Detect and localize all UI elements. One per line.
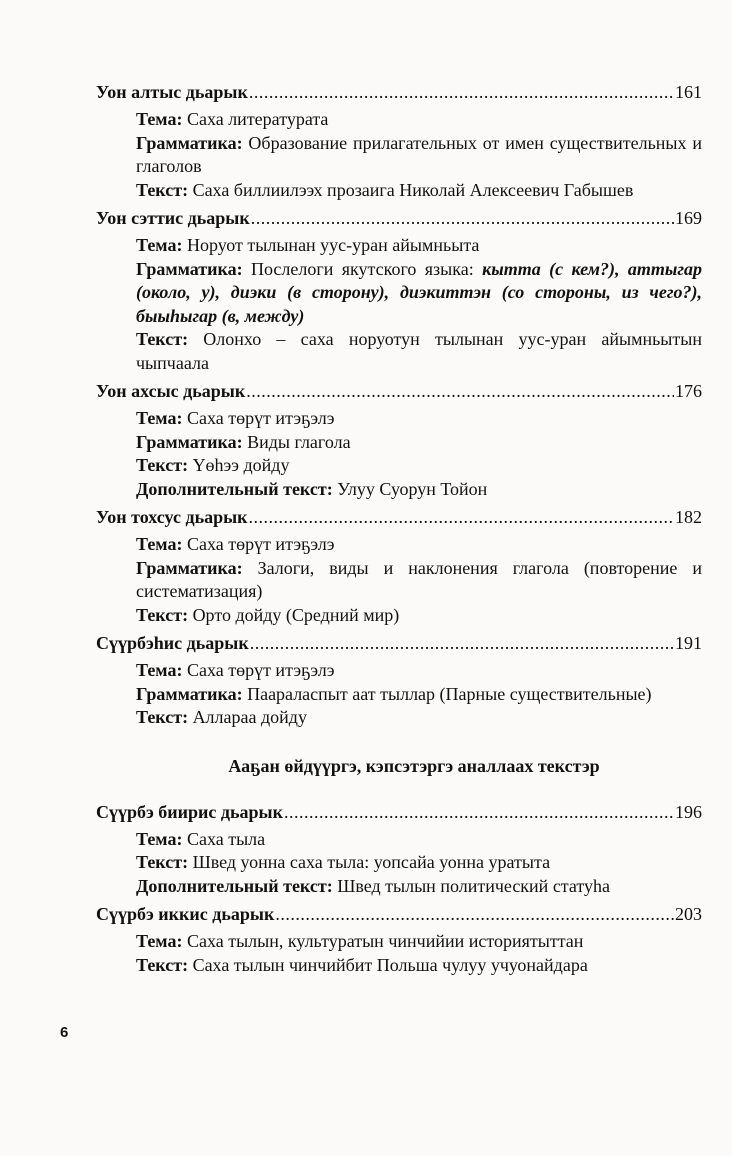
- toc-entry-heading: [96, 80, 702, 104]
- grammar-line: [136, 258, 702, 329]
- line-text: Саха тылын чинчийбит Польша чулуу учуонайдара: [188, 954, 588, 975]
- dot-leader: [275, 902, 674, 926]
- line-label: Текст:: [136, 179, 189, 200]
- line-text: Орто дойду (Средний мир): [188, 604, 400, 625]
- line-label: Грамматика:: [136, 557, 243, 578]
- toc-entry-heading: [96, 800, 702, 824]
- line-label: Грамматика:: [136, 431, 243, 452]
- line-text: Образование прилагательных от имен существительных и глаголов: [136, 132, 702, 176]
- line-text: Саха төрүт итэҕэлэ: [182, 660, 335, 680]
- line-text: Аллараа дойду: [188, 707, 307, 727]
- toc-entry: [96, 80, 702, 202]
- topic-line: [136, 234, 702, 258]
- line-label: Дополнительный текст:: [136, 478, 333, 499]
- lesson-title: Сүүрбэ биирис дьарык: [96, 801, 283, 822]
- page-ref: 161: [675, 82, 702, 102]
- postpositions-list: кытта (с кем?), аттыгар (около, у), диэки (в сторону), диэкиттэн (со стороны, из чего?), быыhыгар (в, между): [136, 258, 702, 326]
- line-label: Текст:: [136, 954, 189, 975]
- line-text: Саха биллиилээх прозаига Николай Алексеевич Габышев: [188, 179, 634, 200]
- toc-entry-details: [96, 407, 702, 501]
- line-label: Тема:: [136, 408, 183, 428]
- line-text: Паараласпыт аат тыллар (Парные существительные): [242, 683, 652, 704]
- line-label: Текст:: [136, 329, 189, 349]
- line-label: Тема:: [136, 660, 183, 680]
- toc-entry: [96, 379, 702, 501]
- toc-entry-heading: [96, 902, 702, 926]
- line-text: Швед уонна саха тыла: уопсайа уонна уратыта: [188, 852, 551, 872]
- toc-entry-heading: [96, 631, 702, 655]
- dot-leader: [249, 80, 674, 104]
- line-label: Тема:: [136, 235, 183, 255]
- lesson-title: Уон сэттис дьарык: [96, 208, 250, 228]
- dot-leader: [250, 631, 674, 655]
- grammar-line: [136, 683, 702, 707]
- page-ref: 196: [675, 801, 702, 822]
- line-label: Дополнительный текст:: [136, 875, 333, 896]
- toc-entry-details: [96, 108, 702, 202]
- toc-entry-heading: [96, 206, 702, 230]
- toc-entry: [96, 800, 702, 899]
- grammar-line: [136, 431, 702, 455]
- toc-entry: [96, 505, 702, 627]
- line-label: Грамматика:: [136, 258, 243, 279]
- line-text: Послелоги якутского языка:: [242, 258, 483, 279]
- line-label: Текст:: [136, 707, 189, 727]
- extra-text-line: [136, 875, 702, 899]
- lesson-title: Уон алтыс дьарык: [96, 82, 248, 102]
- topic-line: [136, 533, 702, 557]
- grammar-line: [136, 132, 702, 179]
- toc-entry-details: [96, 533, 702, 627]
- line-label: Текст:: [136, 604, 189, 625]
- line-text: Виды глагола: [242, 431, 351, 452]
- grammar-line: [136, 557, 702, 604]
- topic-line: [136, 828, 702, 852]
- line-label: Текст:: [136, 455, 189, 475]
- toc-entry-details: [96, 828, 702, 899]
- line-label: Тема:: [136, 534, 183, 554]
- line-label: Тема:: [136, 109, 183, 129]
- page-ref: 191: [675, 633, 702, 653]
- line-label: Грамматика:: [136, 132, 243, 153]
- line-text: Саха тылын, культуратын чинчийии историятыттан: [182, 931, 584, 951]
- line-label: Тема:: [136, 828, 183, 849]
- line-text: Улуу Суорун Тойон: [332, 478, 488, 499]
- toc-entry: [96, 902, 702, 977]
- text-line: [136, 604, 702, 628]
- toc-entry-details: [96, 659, 702, 730]
- page-ref: 203: [675, 904, 702, 924]
- line-text: Олонхо – саха норуотун тылынан уус-уран айымньытын чыпчаала: [136, 329, 702, 373]
- line-label: Грамматика:: [136, 683, 243, 704]
- extra-text-line: [136, 478, 702, 502]
- line-text: Залоги, виды и наклонения глагола (повторение и систематизация): [136, 557, 702, 601]
- toc-entry-heading: [96, 379, 702, 403]
- toc-entry-details: [96, 234, 702, 375]
- line-text: Саха төрүт итэҕэлэ: [182, 408, 335, 428]
- toc-entry: [96, 631, 702, 730]
- lesson-title: Уон ахсыс дьарык: [96, 381, 246, 401]
- section-heading: Ааҕан өйдүүргэ, кэпсэтэргэ аналлаах текстэр: [228, 755, 600, 776]
- topic-line: [136, 108, 702, 132]
- dot-leader: [246, 379, 674, 403]
- text-line: [136, 328, 702, 375]
- dot-leader: [284, 800, 674, 824]
- line-text: Үөhээ дойду: [188, 455, 290, 475]
- toc-entry-details: [96, 930, 702, 977]
- page-number: 6: [60, 1024, 69, 1041]
- line-text: Саха тыла: [182, 828, 266, 849]
- text-line: [136, 179, 702, 203]
- page-ref: 182: [675, 507, 702, 527]
- line-label: Текст:: [136, 852, 189, 872]
- text-line: [136, 851, 702, 875]
- line-text: Саха төрүт итэҕэлэ: [182, 534, 335, 554]
- line-text: Норуот тылынан уус-уран айымньыта: [182, 235, 480, 255]
- topic-line: [136, 930, 702, 954]
- lesson-title: Сүүрбэ иккис дьарык: [96, 904, 275, 924]
- lesson-title: Уон тохсус дьарык: [96, 507, 248, 527]
- table-of-contents: [96, 76, 702, 977]
- text-line: [136, 454, 702, 478]
- toc-entry: [96, 206, 702, 375]
- dot-leader: [251, 206, 674, 230]
- text-line: [136, 954, 702, 978]
- dot-leader: [249, 505, 674, 529]
- toc-entry-heading: [96, 505, 702, 529]
- line-text: Швед тылын политический статуhа: [332, 875, 611, 896]
- page-ref: 169: [675, 208, 702, 228]
- lesson-title: Сүүрбэhис дьарык: [96, 633, 249, 653]
- topic-line: [136, 659, 702, 683]
- page-ref: 176: [675, 381, 702, 401]
- line-text: Саха литературата: [182, 109, 329, 129]
- line-label: Тема:: [136, 931, 183, 951]
- topic-line: [136, 407, 702, 431]
- text-line: [136, 706, 702, 730]
